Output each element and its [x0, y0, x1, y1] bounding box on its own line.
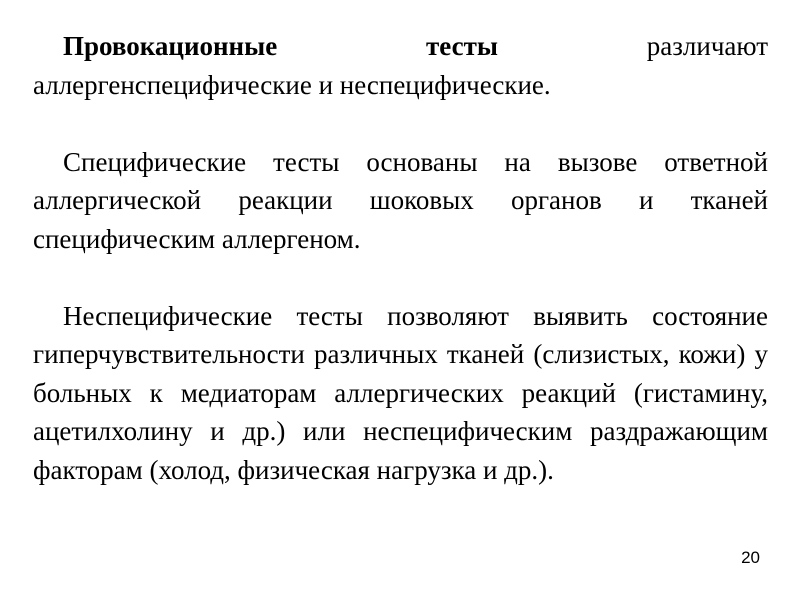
- paragraph-text: различают аллергенспецифические и неспецифические.: [33, 31, 768, 100]
- slide-body: [33, 27, 768, 489]
- paragraph-text: Специфические тесты основаны на вызове ответной аллергической реакции шоковых органов и тканей специфическим аллергеном.: [33, 146, 768, 254]
- paragraph-nonspecific-tests: [33, 297, 768, 490]
- paragraph-text: Неспецифические тесты позволяют выявить состояние гиперчувствительности различных тканей (слизистых, кожи) у больных к медиаторам аллергических реакций (гистамину, ацетилхолину и др.) или неспецифическим раздражающим факторам (холод, физическая нагрузка и др.).: [33, 300, 768, 485]
- paragraph-specific-tests: [33, 143, 768, 259]
- term-provocative-tests: Провокационные тесты: [63, 31, 498, 61]
- page-number: 20: [741, 548, 760, 567]
- paragraph-provocative-tests: [33, 27, 768, 104]
